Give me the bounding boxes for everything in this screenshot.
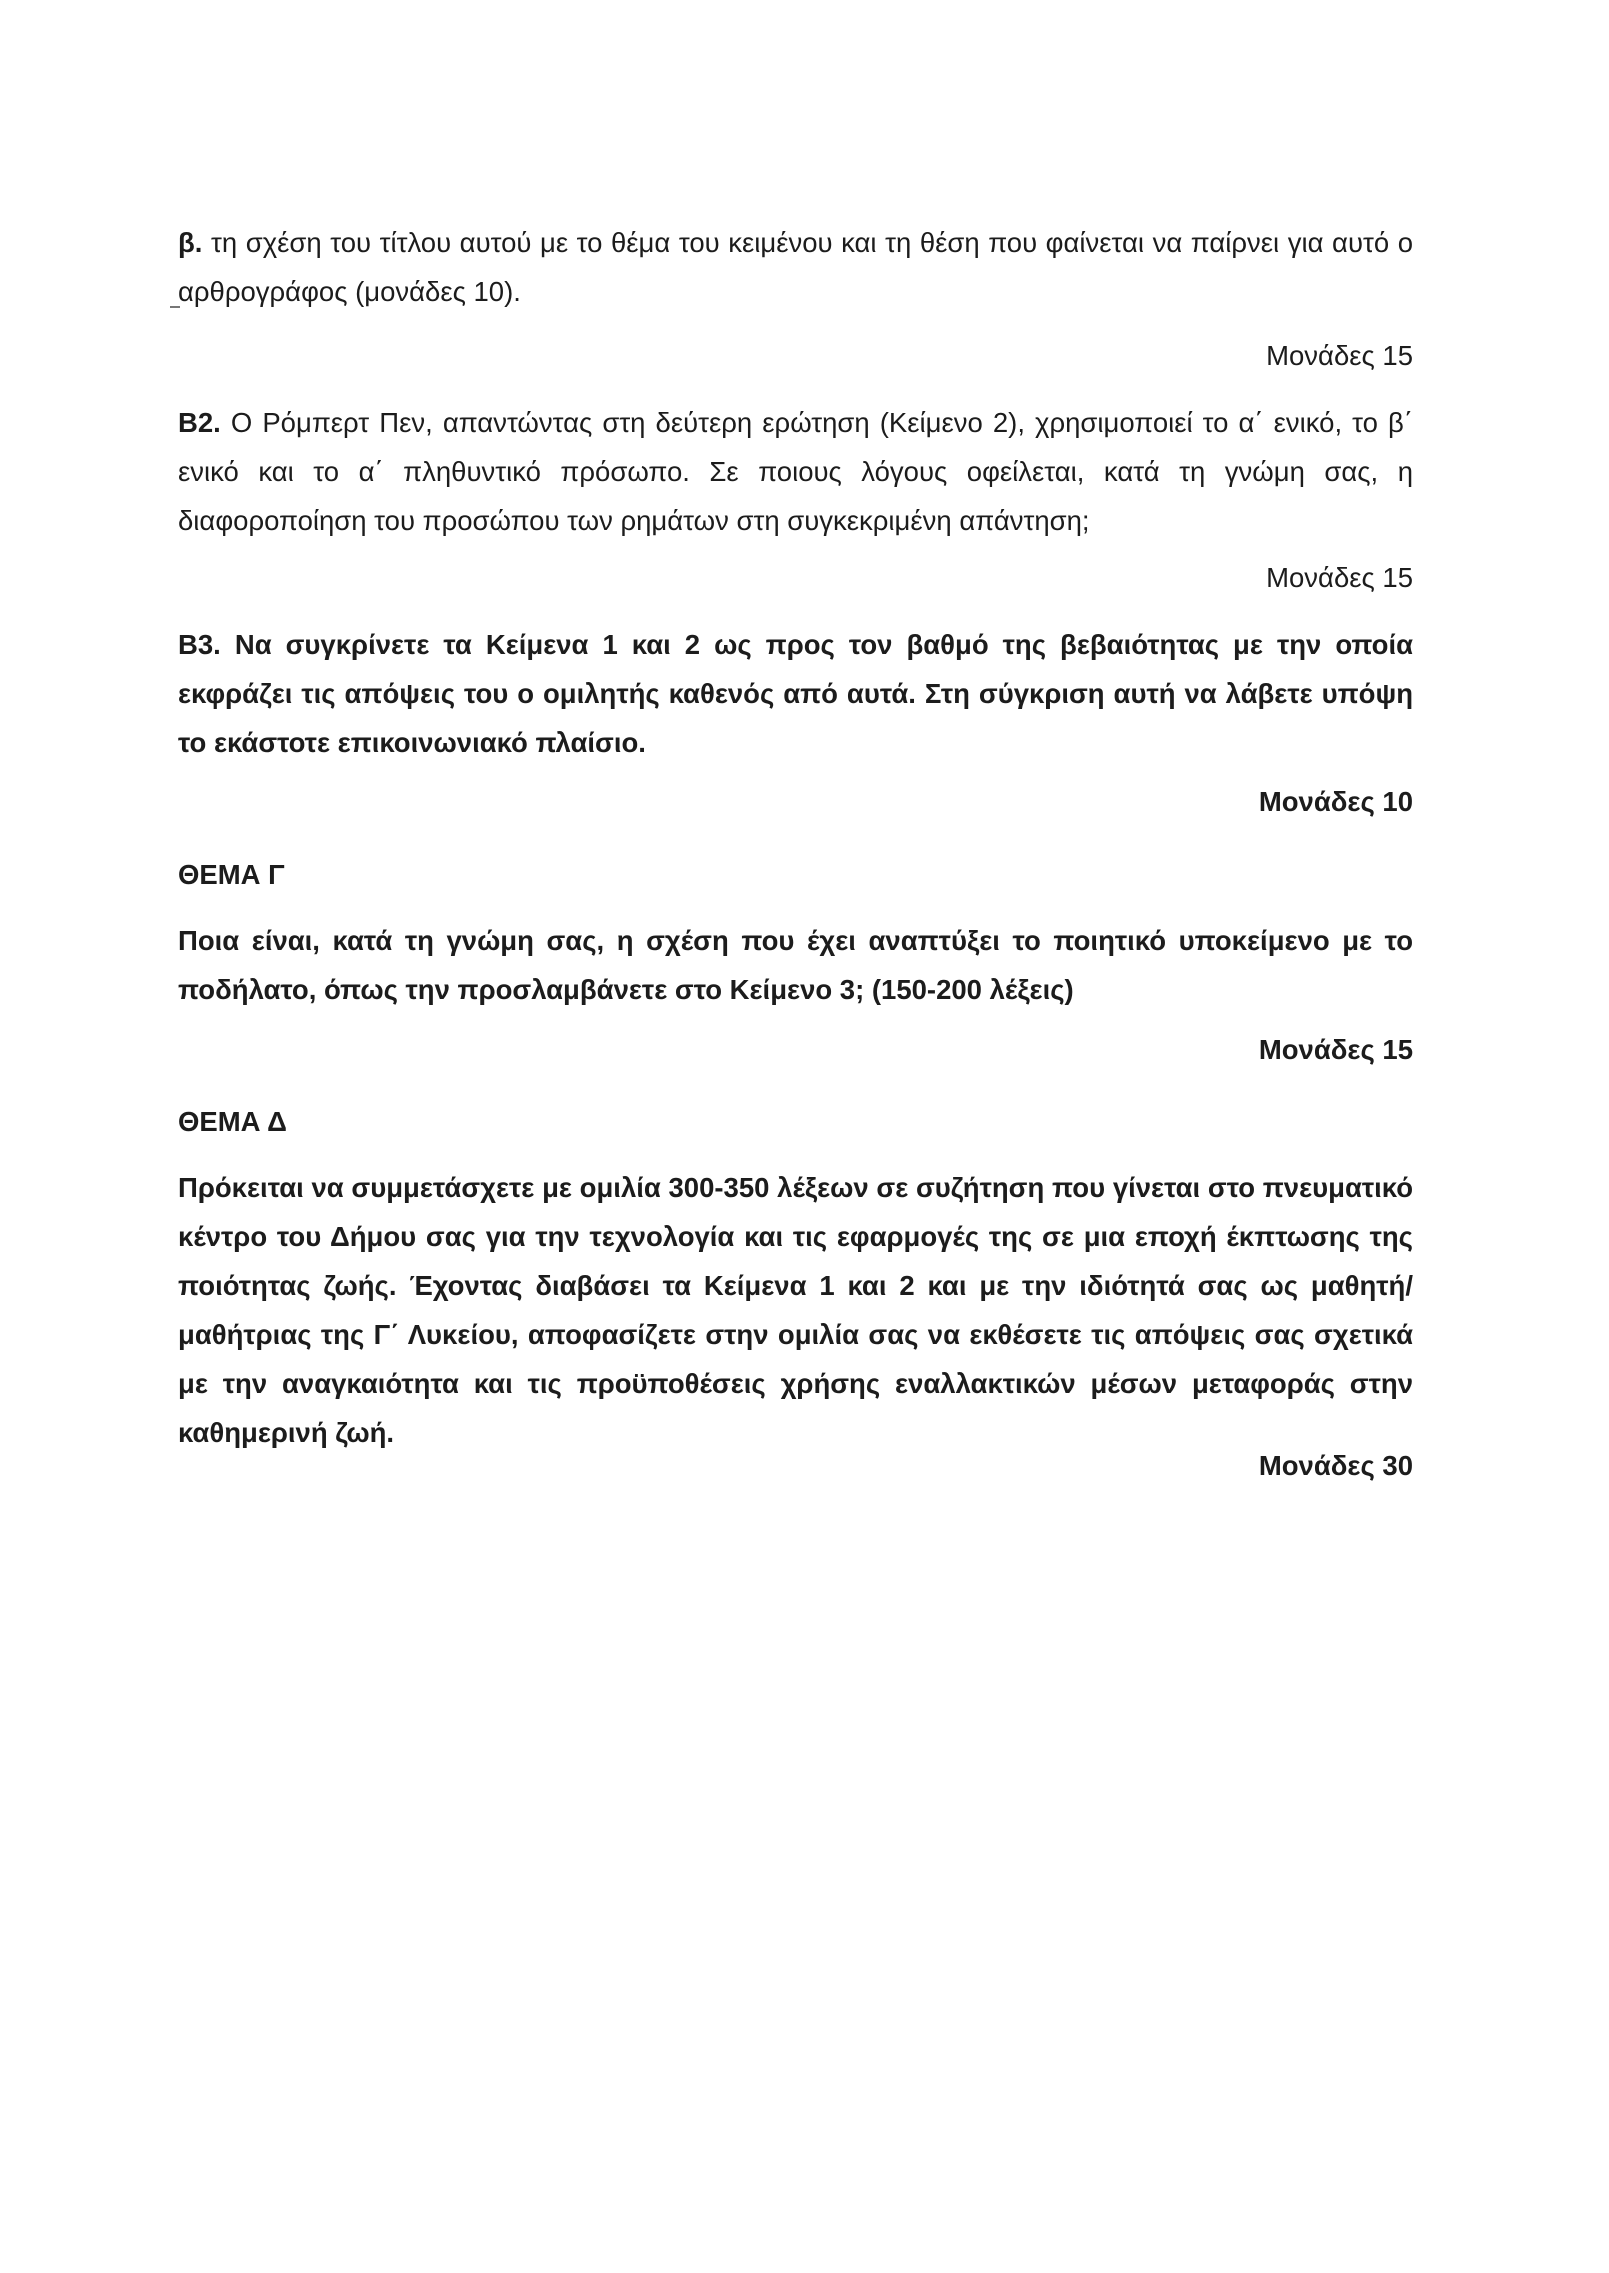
question-b1-part-b-text: τη σχέση του τίτλου αυτού με το θέμα του κειμένου και τη θέση που φαίνεται να παίρνει για αυτό ο αρθρογράφος (μονάδες 10). — [178, 227, 1413, 307]
question-b3 — [178, 620, 1413, 767]
question-b3-text: Να συγκρίνετε τα Κείμενα 1 και 2 ως προς τον βαθμό της βεβαιότητας με την οποία εκφράζει τις απόψεις του ο ομιλητής καθενός από αυτά. Στη σύγκριση αυτή να λάβετε υπόψη το εκάστοτε επικοινωνιακό πλαίσιο. — [178, 629, 1414, 758]
theme-c-heading: ΘΕΜΑ Γ — [178, 859, 285, 890]
question-b2-text: Ο Ρόμπερτ Πεν, απαντώντας στη δεύτερη ερώτηση (Κείμενο 2), χρησιμοποιεί το α΄ ενικό, το β΄ ενικό και το α΄ πληθυντικό πρόσωπο. Σε ποιους λόγους οφείλεται, κατά τη γνώμη σας, η διαφοροποίηση του προσώπου των ρημάτων στη συγκεκριμένη απάντηση; — [178, 407, 1413, 536]
theme-d-heading: ΘΕΜΑ Δ — [178, 1106, 287, 1137]
question-b3-label: Β3. — [178, 629, 221, 660]
question-b2-marks: Μονάδες 15 — [1266, 562, 1413, 593]
exam-page — [178, 0, 1413, 2273]
theme-c-marks: Μονάδες 15 — [1258, 1034, 1413, 1065]
theme-c-text: Ποια είναι, κατά τη γνώμη σας, η σχέση που έχει αναπτύξει το ποιητικό υποκείμενο με το ποδήλατο, όπως την προσλαμβάνετε στο Κείμενο 3; (150-200 λέξεις) — [178, 925, 1413, 1005]
question-b1-marks: Μονάδες 15 — [1266, 340, 1413, 371]
theme-d-text: Πρόκειται να συμμετάσχετε με ομιλία 300-350 λέξεων σε συζήτηση που γίνεται στο πνευματικό κέντρο του Δήμου σας για την τεχνολογία και τις εφαρμογές της σε μια εποχή έκπτωσης της ποιότητας ζωής. Έχοντας διαβάσει τα Κείμενα 1 και 2 και με την ιδιότητά σας ως μαθητή/μαθήτριας της Γ΄ Λυκείου, αποφασίζετε στην ομιλία σας να εκθέσετε τις απόψεις σας σχετικά με την αναγκαιότητα και τις προϋποθέσεις χρήσης εναλλακτικών μέσων μεταφοράς στην καθημερινή ζωή. — [178, 1172, 1413, 1448]
question-b2 — [178, 398, 1413, 545]
question-b1-part-b — [178, 218, 1413, 316]
question-b3-marks: Μονάδες 10 — [1258, 786, 1413, 817]
question-b2-label: Β2. — [178, 407, 221, 438]
question-b1-part-b-label: β. — [178, 227, 203, 258]
theme-d-marks: Μονάδες 30 — [1258, 1450, 1413, 1481]
